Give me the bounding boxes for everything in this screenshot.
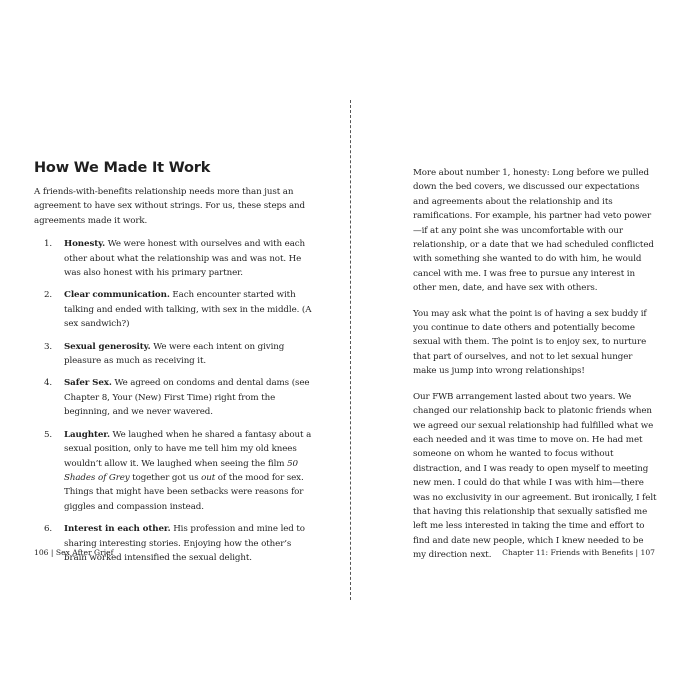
item-body bbox=[64, 522, 314, 565]
item-number: 5. bbox=[44, 429, 53, 440]
left-page-footer: 106 | Sex After Grief bbox=[34, 548, 114, 557]
item-body bbox=[64, 288, 314, 331]
body-paragraph: Our FWB arrangement lasted about two years. We changed our relationship back to platonic friends when we agreed our sexual relationship had fulfilled what we each needed and it was time to move on. He had met someone on whom he wanted to focus without distraction, and I was ready to open myself to meeting new men. I could do that while I was with him—there was no exclusivity in our agreement. But ironically, I felt that having this relationship that sexually satisfied me left me less interested in taking the time and effort to find and date new people, which I knew needed to be my direction next. bbox=[413, 391, 657, 561]
item-text: His profession and mine led to sharing interesting stories. Enjoying how the other’s brain worked intensified the sexual delight. bbox=[64, 524, 305, 563]
item-term: Sexual generosity. bbox=[64, 341, 151, 352]
film-title: 50 Shades of Grey bbox=[64, 458, 298, 483]
item-text: of the mood for sex. Things that might have been setbacks were reasons for giggles and compassion instead. bbox=[64, 472, 304, 512]
item-text: Each encounter started with talking and ended with talking, with sex in the middle. (A sex sandwich?) bbox=[64, 290, 312, 330]
item-number: 1. bbox=[44, 239, 53, 250]
steps-list bbox=[34, 237, 314, 565]
list-item bbox=[34, 428, 314, 514]
item-text: We agreed on condoms and dental dams (see Chapter 8, Your (New) First Time) right from the beginning, and we never wavered. bbox=[64, 378, 310, 418]
list-item bbox=[34, 376, 314, 419]
item-number: 6. bbox=[44, 524, 53, 535]
item-text: We were each intent on giving pleasure as much as receiving it. bbox=[64, 341, 285, 367]
item-term: Interest in each other. bbox=[64, 524, 171, 535]
item-term: Safer Sex. bbox=[64, 378, 112, 389]
emphasis-word: out bbox=[201, 472, 216, 483]
item-number: 4. bbox=[44, 378, 53, 389]
page-gutter-divider bbox=[350, 100, 351, 600]
right-page-footer: Chapter 11: Friends with Benefits | 107 bbox=[502, 548, 655, 557]
item-text: We were honest with ourselves and with each other about what the relationship was and was not. He was also honest with his primary partner. bbox=[64, 239, 306, 279]
item-text: We laughed when he shared a fantasy about a sexual position, only to have me tell him my old knees wouldn’t allow it. We laughed when seeing the film bbox=[64, 429, 312, 469]
body-paragraph: More about number 1, honesty: Long before we pulled down the bed covers, we discussed our expectations and agreements about the relationship and its ramifications. For example, his partner had veto power—if at any point she was uncomfortable with our relationship, or a date that we had scheduled conflicted with something she wanted to do with him, he would cancel with me. I was free to pursue any interest in other men, date, and have sex with others. bbox=[413, 168, 654, 294]
body-paragraph: You may ask what the point is of having a sex buddy if you continue to date others and potentially become sexual with them. The point is to enjoy sex, to nurture that part of ourselves, and not to let sexual hunger make us jump into wrong relationships! bbox=[413, 308, 647, 377]
right-page bbox=[413, 166, 657, 574]
item-body bbox=[64, 376, 314, 419]
item-number: 3. bbox=[44, 341, 53, 352]
intro-paragraph: A friends-with-benefits relationship needs more than just an agreement to have sex without strings. For us, these steps and agreements made it work. bbox=[34, 187, 305, 226]
item-term: Honesty. bbox=[64, 239, 106, 250]
item-term: Clear communication. bbox=[64, 290, 170, 301]
item-body bbox=[64, 428, 314, 514]
section-heading: How We Made It Work bbox=[34, 160, 211, 176]
list-item bbox=[34, 340, 314, 369]
item-term: Laughter. bbox=[64, 429, 110, 440]
list-item bbox=[34, 522, 314, 565]
item-text: together got us bbox=[129, 472, 202, 483]
left-page bbox=[34, 160, 314, 573]
list-item bbox=[34, 288, 314, 331]
item-number: 2. bbox=[44, 290, 53, 301]
item-body bbox=[64, 340, 314, 369]
list-item bbox=[34, 237, 314, 280]
item-body bbox=[64, 237, 314, 280]
